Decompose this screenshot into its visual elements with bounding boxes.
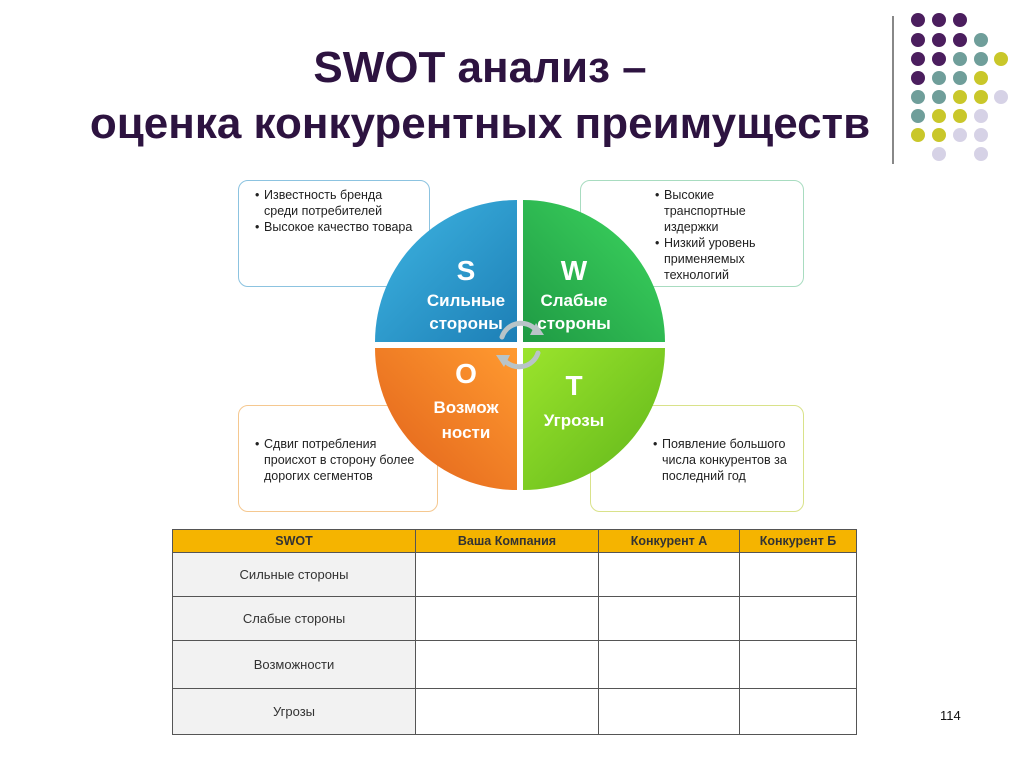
quadrant-w-letter: W [560, 255, 588, 286]
quadrant-w-label-2: стороны [537, 314, 611, 333]
table-row [173, 689, 857, 735]
table-cell [416, 553, 599, 597]
weaknesses-item: • Высокие транспортные издержки [655, 187, 793, 235]
table-header-cell: Конкурент Б [740, 530, 857, 553]
cycle-arrows-icon [502, 323, 538, 367]
table-row [173, 553, 857, 597]
quadrant-w-label-1: Слабые [540, 291, 608, 310]
table-cell [740, 689, 857, 735]
quadrant-s-label-1: Сильные [426, 291, 506, 310]
weaknesses-item: • Низкий уровень применяемых технологий [655, 235, 793, 283]
opportunities-item: • Сдвиг потребления происхот в сторону более дорогих сегментов [255, 436, 427, 484]
table-cell [416, 689, 599, 735]
table-row [173, 641, 857, 689]
title-line-2: оценка конкурентных преимуществ [89, 99, 871, 148]
quadrant-o-label-2: ности [441, 423, 491, 442]
table-cell [599, 597, 740, 641]
quadrant-o-label-1: Возмож [433, 398, 499, 417]
strengths-item: • Известность бренда среди потребителей [255, 187, 419, 219]
table-row-label: Слабые стороны [173, 597, 416, 641]
quadrant-s-label-2: стороны [429, 314, 503, 333]
threats-item: • Появление большого числа конкурентов за последний год [653, 436, 793, 484]
table-cell [740, 553, 857, 597]
quadrant-t-label-1: Угрозы [543, 411, 605, 430]
table-cell [416, 597, 599, 641]
table-cell [740, 641, 857, 689]
strengths-item: • Высокое качество товара [255, 219, 419, 235]
table-row-label: Угрозы [173, 689, 416, 735]
quadrant-s-letter: S [456, 255, 476, 286]
table-header-cell: Конкурент А [599, 530, 740, 553]
table-header-row [173, 530, 857, 553]
table-row [173, 597, 857, 641]
table-cell [599, 689, 740, 735]
quadrant-o [375, 348, 517, 490]
table-cell [599, 641, 740, 689]
swot-comparison-table [172, 529, 857, 735]
page-number: 114 [940, 708, 961, 723]
table-row-label: Сильные стороны [173, 553, 416, 597]
swot-circle-diagram [360, 185, 680, 505]
title-line-1: SWOT анализ – [313, 43, 647, 92]
quadrant-o-letter: O [455, 358, 477, 389]
table-header-cell: SWOT [173, 530, 416, 553]
slide-title [0, 40, 960, 152]
table-cell [740, 597, 857, 641]
quadrant-t-letter: T [565, 370, 583, 401]
table-cell [599, 553, 740, 597]
table-cell [416, 641, 599, 689]
table-row-label: Возможности [173, 641, 416, 689]
table-header-cell: Ваша Компания [416, 530, 599, 553]
